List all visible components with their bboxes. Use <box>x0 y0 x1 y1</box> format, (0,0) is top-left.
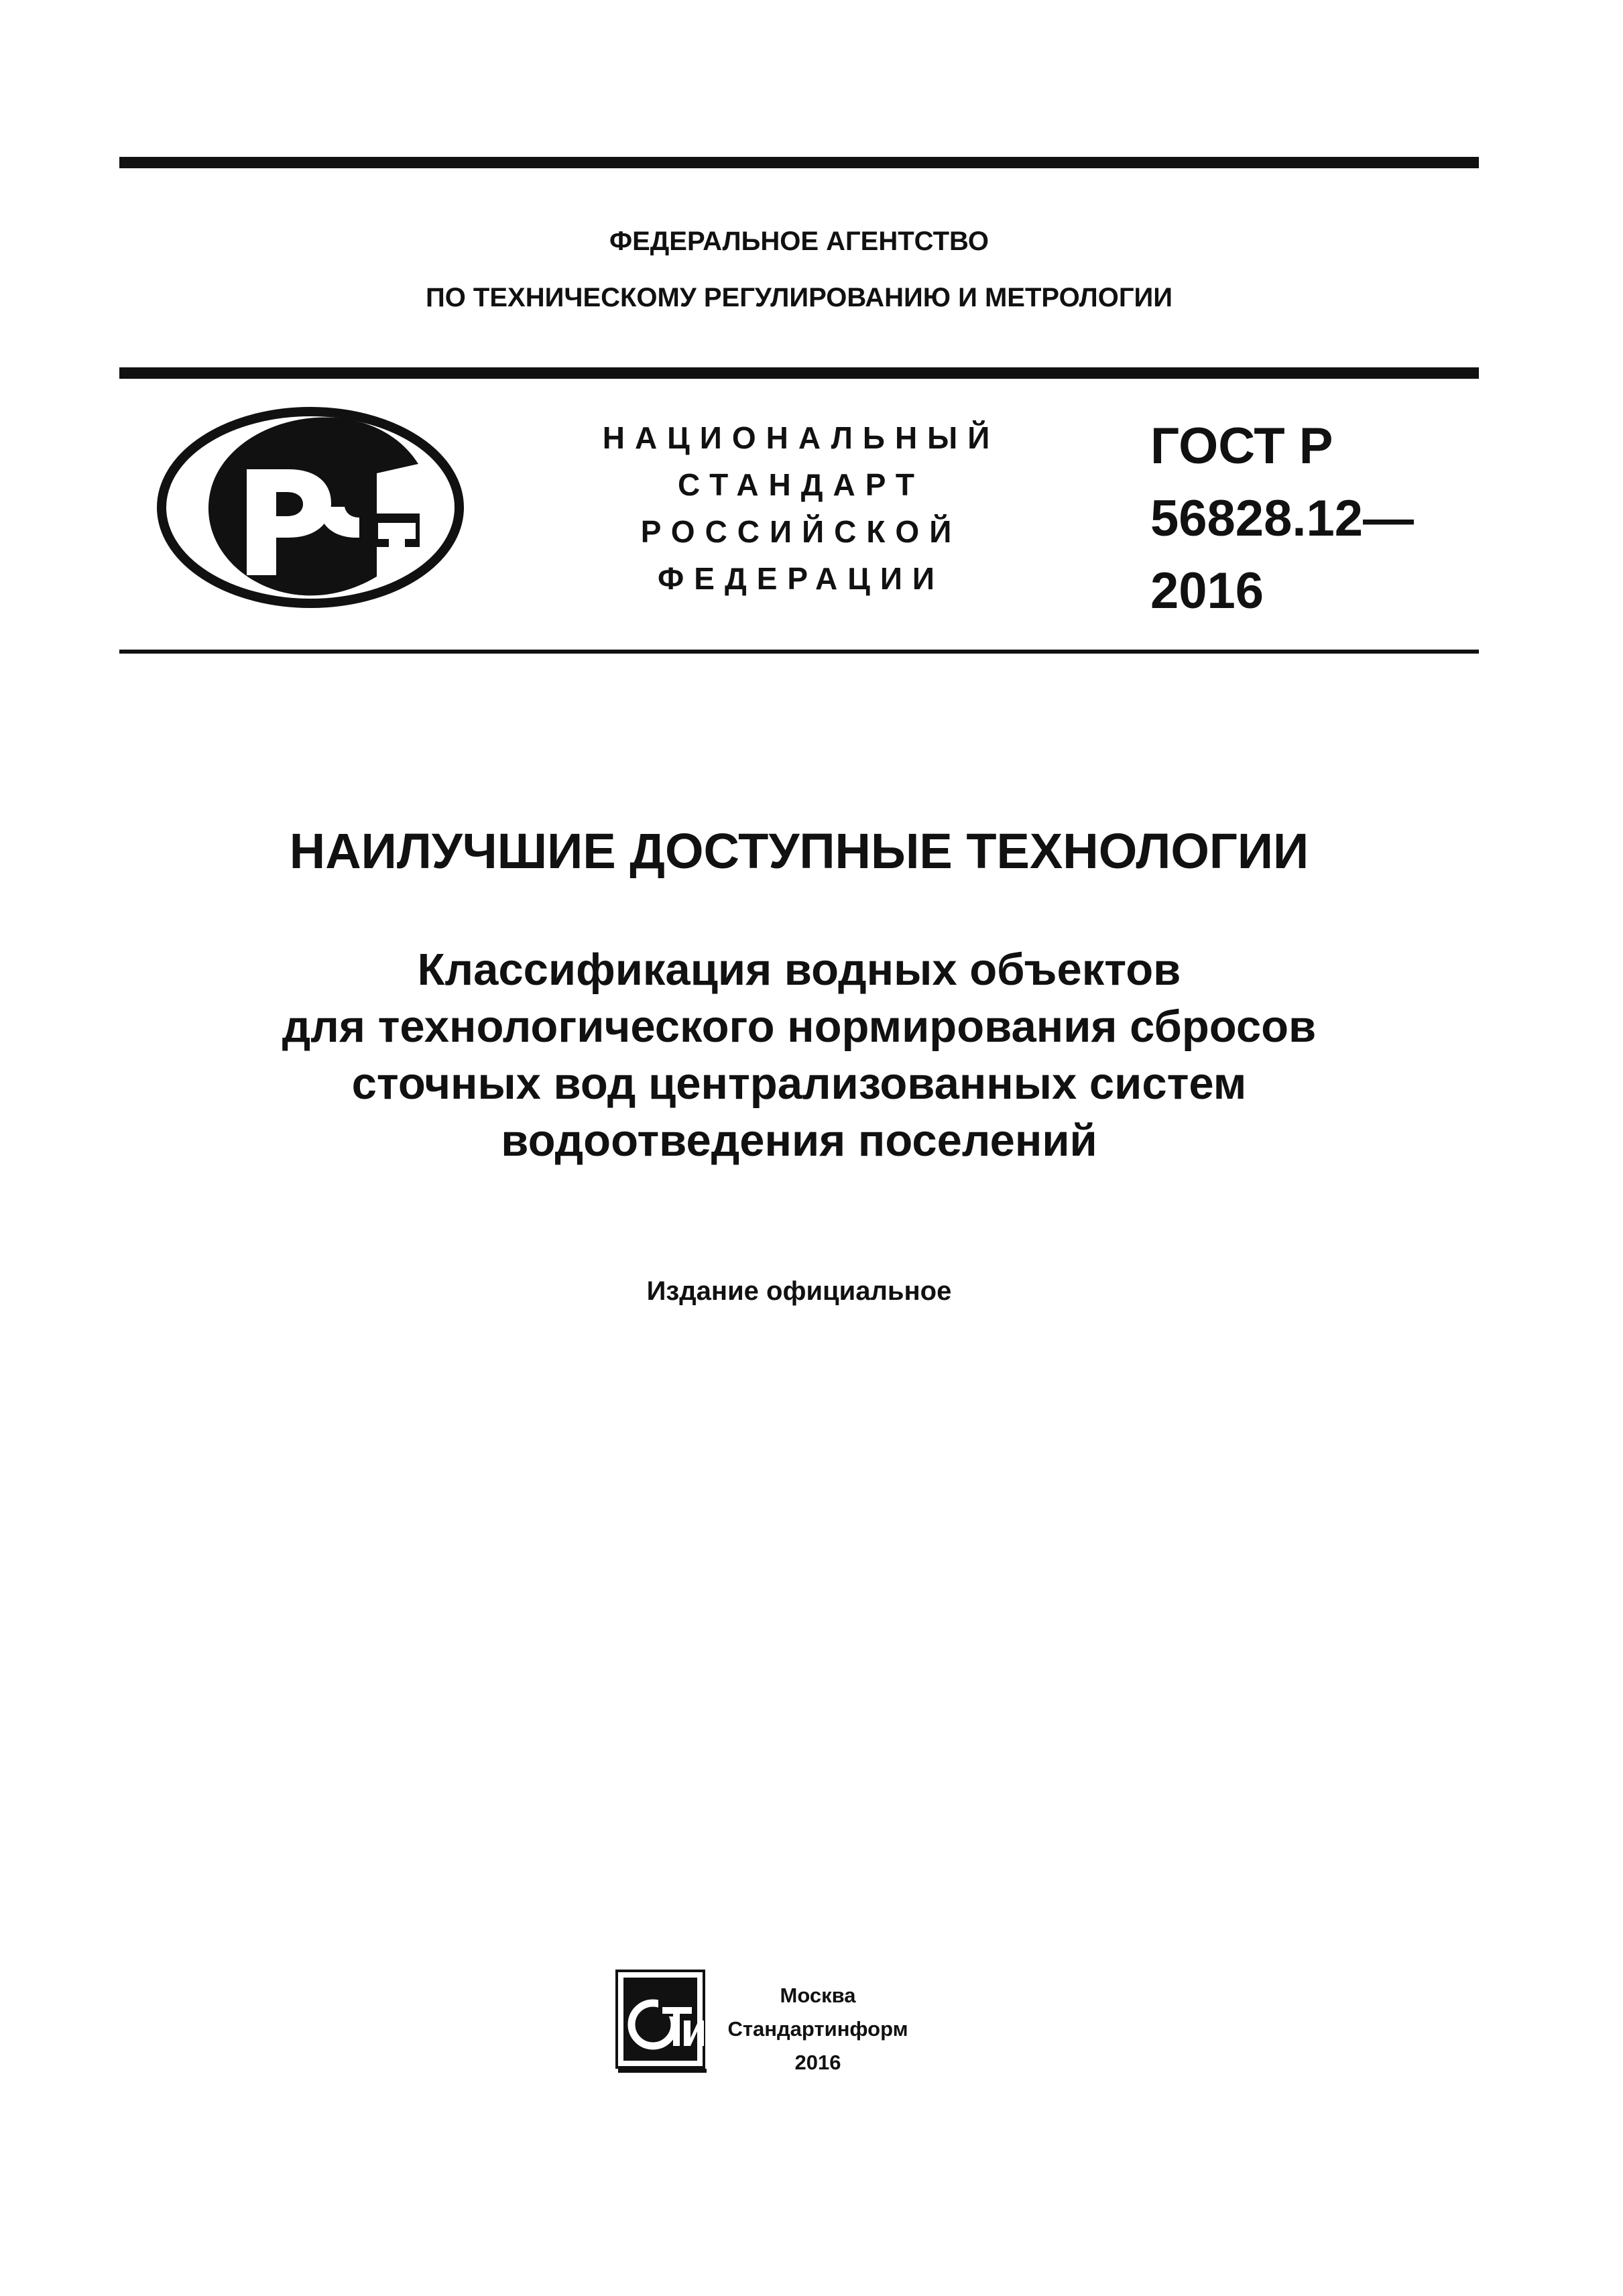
publisher-info <box>717 1979 918 2079</box>
national-standard-line-3: РОССИЙСКОЙ <box>640 514 962 549</box>
bottom-rule <box>119 650 1479 654</box>
document-title: НАИЛУЧШИЕ ДОСТУПНЫЕ ТЕХНОЛОГИИ <box>289 823 1309 879</box>
publisher-city: Москва <box>780 1984 856 2007</box>
national-standard-line-4: ФЕДЕРАЦИИ <box>658 561 945 596</box>
subtitle-line-1: Классификация водных объектов <box>417 945 1181 995</box>
document-subtitle <box>119 941 1479 1169</box>
standartinform-logo-icon <box>614 1968 711 2075</box>
designation-line-2: 56828.12— <box>1150 490 1414 547</box>
standard-designation <box>1150 410 1472 627</box>
national-standard-line-1: НАЦИОНАЛЬНЫЙ <box>602 420 1000 455</box>
rst-emblem-icon <box>156 406 465 609</box>
designation-line-3: 2016 <box>1150 562 1264 619</box>
subtitle-line-3: сточных вод централизованных систем <box>351 1059 1247 1109</box>
subtitle-line-2: для технологического нормирования сбросов <box>282 1002 1317 1052</box>
top-rule <box>119 157 1479 168</box>
subtitle-line-4: водоотведения поселений <box>501 1115 1097 1166</box>
publisher-year: 2016 <box>794 2051 841 2074</box>
national-standard-label <box>530 414 1073 602</box>
middle-rule <box>119 367 1479 379</box>
publisher-name: Стандартинформ <box>727 2017 908 2041</box>
edition-label: Издание официальное <box>646 1276 952 1306</box>
national-standard-line-2: СТАНДАРТ <box>678 467 924 502</box>
agency-line-1: ФЕДЕРАЛЬНОЕ АГЕНТСТВО <box>609 227 989 256</box>
agency-header <box>119 213 1479 326</box>
agency-line-2: ПО ТЕХНИЧЕСКОМУ РЕГУЛИРОВАНИЮ И МЕТРОЛОГИИ <box>425 283 1173 312</box>
designation-line-1: ГОСТ Р <box>1150 418 1333 475</box>
